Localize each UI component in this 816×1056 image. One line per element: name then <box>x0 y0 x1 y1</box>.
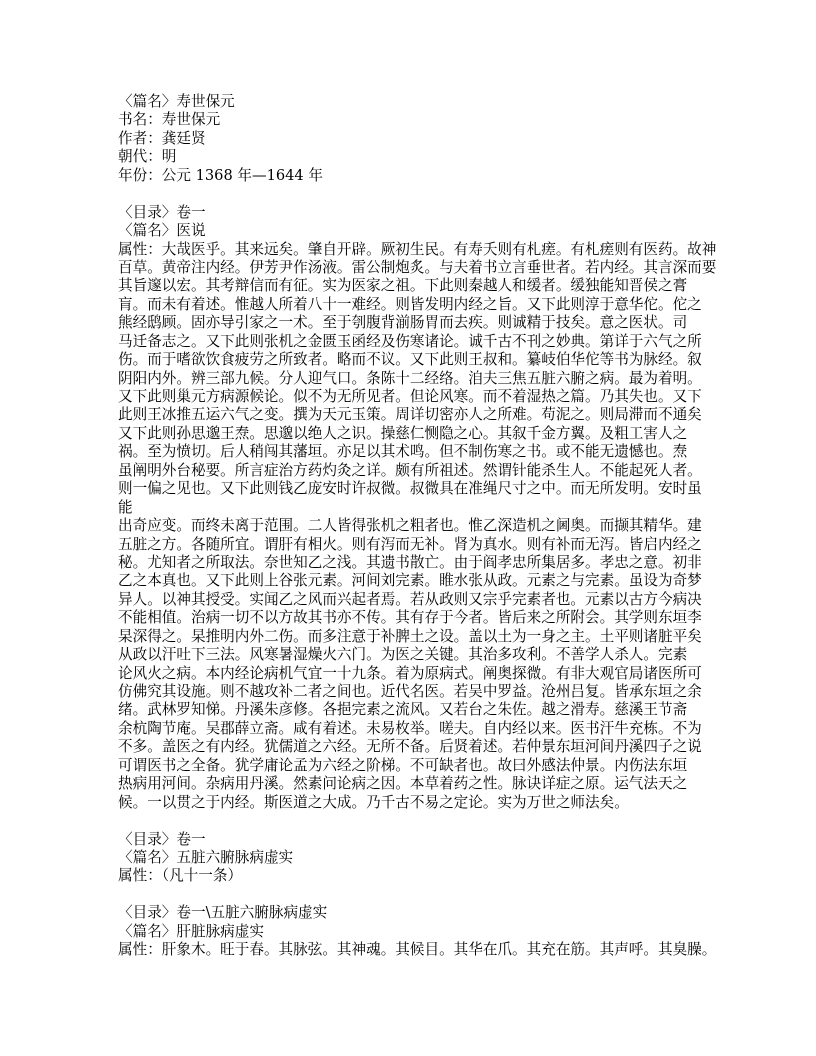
body-line: 又下此则孙思邈王焘。思邈以绝人之识。操慈仁恻隐之心。其叙千金方翼。及粗工害人之 <box>118 424 688 442</box>
body-line: 余杭陶节庵。吴郡薛立斋。咸有着述。未易枚举。嗟夫。自内经以来。医书汗牛充栋。不为 <box>118 719 702 737</box>
spacer <box>118 886 718 904</box>
body-line: 不多。盖医之有内经。犹儒道之六经。无所不备。后贤着述。若仲景东垣河间丹溪四子之说 <box>118 738 702 756</box>
body-line: 肓。而未有着述。惟越人所着八十一难经。则皆发明内经之旨。又下此则淳于意华佗。佗之 <box>118 295 702 313</box>
body-line: 五脏之方。各随所宜。谓肝有相火。则有泻而无补。肾为真水。则有补而无泻。皆启内经之 <box>118 535 702 553</box>
body-line: 祸。至为愤切。后人稍闯其藩垣。亦足以其术鸣。但不制伤寒之书。或不能无遗憾也。焘 <box>118 443 688 461</box>
body-line: 仿佛究其设施。则不越攻补二者之间也。近代名医。若吴中罗益。沧州吕复。皆承东垣之余 <box>118 683 702 700</box>
body-line: 伤。而于嗜欲饮食疲劳之所致者。略而不议。又下此则王叔和。纂岐伯华佗等书为脉经。叙 <box>118 351 702 369</box>
body-line: 属性：大哉医乎。其来远矣。肇自开辟。厥初生民。有寿夭则有札瘥。有札瘥则有医药。故神 <box>118 240 717 258</box>
body-line: 熊经鸱顾。固亦导引家之一术。至于刳腹背湔肠胃而去疾。则诚精于技矣。意之医状。司 <box>118 314 688 332</box>
body-line: 从政以汗吐下三法。风寒暑湿燥火六门。为医之关键。其治多攻利。不善学人杀人。完素 <box>118 646 688 664</box>
years: 年份：公元 1368 年—1644 年 <box>118 166 323 184</box>
body-line: 秘。尤知者之所取法。奈世知乙之浅。其遗书散亡。由于阎孝忠所集居多。孝忠之意。初非 <box>118 553 702 571</box>
body-line: 候。一以贯之于内经。斯医道之大成。乃千古不易之定论。实为万世之师法矣。 <box>118 793 629 811</box>
body-line: 杲深得之。杲推明内外二伤。而多注意于补脾土之设。盖以土为一身之主。土平则诸脏平矣 <box>118 627 702 645</box>
body-line: 异人。以神其授受。实闻乙之风而兴起者焉。若从政则又宗乎完素者也。元素以古方今病决 <box>118 590 702 608</box>
author: 作者：龚廷贤 <box>118 129 206 147</box>
book-name: 书名：寿世保元 <box>118 111 221 129</box>
toc-entry: 〈目录〉卷一\五脏六腑脉病虚实 <box>118 904 328 922</box>
chapter-attribute: 属性：（凡十一条） <box>118 867 243 885</box>
toc-entry: 〈目录〉卷一 <box>118 830 206 848</box>
body-line: 论风火之病。本内经论病机气宜一十九条。着为原病式。阐奥探微。有非大观官局诸医所可 <box>118 664 702 682</box>
body-line: 出奇应变。而终未离于范围。二人皆得张机之粗者也。惟乙深造机之阃奥。而撷其精华。建 <box>118 517 702 535</box>
chapter-title: 〈篇名〉肝脏脉病虚实 <box>118 922 264 940</box>
chapter-attribute: 属性：肝象木。旺于春。其脉弦。其神魂。其候目。其华在爪。其充在筋。其声呼。其臭臊。 <box>118 941 717 959</box>
body-line: 乙之本真也。又下此则上谷张元素。河间刘完素。睢水张从政。元素之与完素。虽设为奇梦 <box>118 572 702 590</box>
body-line: 马迁备志之。又下此则张机之金匮玉函经及伤寒诸论。诚千古不刊之妙典。第详于六气之所 <box>118 332 702 350</box>
body-line: 能 <box>118 498 133 516</box>
chapter-title: 〈篇名〉医说 <box>118 222 206 240</box>
body-line: 其旨邃以宏。其考辩信而有征。实为医家之祖。下此则秦越人和缓者。缓独能知晋侯之膏 <box>118 277 688 295</box>
section-title: 〈篇名〉寿世保元 <box>118 93 235 110</box>
chapter-body <box>118 241 718 813</box>
body-line: 可谓医书之全备。犹学庸论孟为六经之阶梯。不可缺者也。故曰外感法仲景。内伤法东垣 <box>118 756 688 774</box>
body-line: 阴阳内外。辨三部九候。分人迎气口。条陈十二经络。洎夫三焦五脏六腑之病。最为着明。 <box>118 369 702 387</box>
body-line: 则一偏之见也。又下此则钱乙庞安时许叔微。叔微具在准绳尺寸之中。而无所发明。安时虽 <box>118 480 702 498</box>
toc-entry: 〈目录〉卷一 <box>118 203 206 221</box>
body-line: 绪。武林罗知悌。丹溪朱彦修。各挹完素之流风。又若台之朱佐。越之滑寿。慈溪王节斋 <box>118 701 688 719</box>
body-line: 不能相值。治病一切不以方故其书亦不传。其有存于今者。皆后来之所附会。其学则东垣李 <box>118 609 702 627</box>
spacer <box>118 185 718 203</box>
body-line: 百草。黄帝注内经。伊芳尹作汤液。雷公制炮炙。与夫着书立言垂世者。若内经。其言深而要 <box>118 258 717 276</box>
body-line: 又下此则巢元方病源候论。似不为无所见者。但论风寒。而不着湿热之篇。乃其失也。又下 <box>118 388 702 405</box>
chapter-title: 〈篇名〉五脏六腑脉病虚实 <box>118 848 294 866</box>
body-line: 热病用河间。杂病用丹溪。然素问论病之因。本草着药之性。脉诀详症之原。运气法天之 <box>118 775 688 793</box>
body-line: 虽阐明外台秘要。所言症治方药灼灸之详。颇有所祖述。然谓针能杀生人。不能起死人者。 <box>118 461 702 479</box>
dynasty: 朝代：明 <box>118 148 177 166</box>
document-page <box>118 93 718 960</box>
body-line: 此则王冰推五运六气之变。撰为天元玉策。周详切密亦人之所难。苟泥之。则局滞而不通矣 <box>118 406 702 424</box>
spacer <box>118 812 718 830</box>
